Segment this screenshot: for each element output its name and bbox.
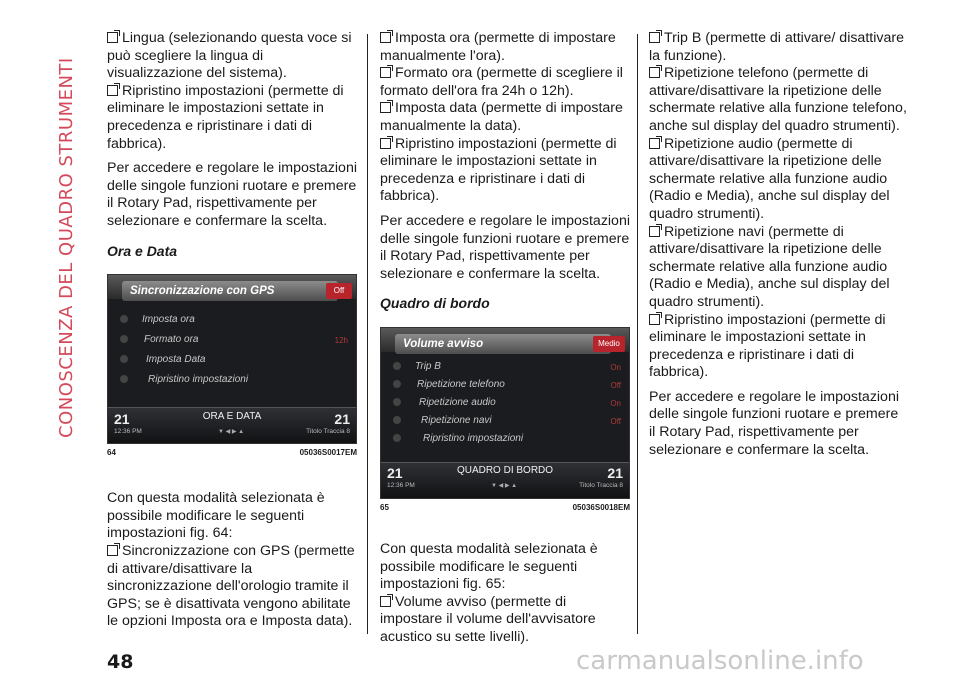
menu-icon xyxy=(393,398,401,406)
section-heading: Quadro di bordo xyxy=(380,295,490,312)
checkbox-bullet-icon xyxy=(107,545,118,556)
paragraph: Con questa modalità selezionata è possibile modificare le seguenti impostazioni fig. 64: xyxy=(107,490,325,542)
list-item: Trip B (permette di attivare/ disattivare la funzione). xyxy=(649,30,904,64)
list-item: Ripetizione audio (permette di attivare/disattivare la ripetizione delle schermate relative alla funzione audio (Radio e Media), anche sul display del quadro strumenti). xyxy=(649,135,890,222)
status-badge: Medio xyxy=(593,336,625,352)
figure-number: 65 xyxy=(380,502,389,512)
left-number: 21 xyxy=(387,465,403,482)
page-number: 48 xyxy=(107,651,134,673)
arrow-icons: ▼ ◀ ▶ ▲ xyxy=(218,428,245,435)
paragraph: Per accedere e regolare le impostazioni delle singole funzioni ruotare e premere il Rotary Pad, rispettivamente per selezionare e confermare la scelta. xyxy=(380,212,630,282)
menu-row-value: Off xyxy=(610,380,621,390)
list-item: Ripristino impostazioni (permette di eliminare le impostazioni settate in precedenza e ripristinare i dati di fabbrica). xyxy=(380,135,617,205)
column-1 xyxy=(107,30,357,631)
list-item: Formato ora (permette di scegliere il formato dell'ora fra 24h o 12h). xyxy=(380,65,623,99)
clock-readout: 12:36 PM xyxy=(387,482,415,490)
right-number: 21 xyxy=(334,410,350,427)
figure-code: 05036S0018EM xyxy=(572,502,630,512)
track-title: Titolo Traccia 8 xyxy=(579,482,623,490)
column-divider xyxy=(367,34,368,634)
menu-row: Ripetizione navi xyxy=(421,414,492,426)
watermark: carmanualsonline.info xyxy=(576,646,864,676)
clock-readout: 12:36 PM xyxy=(114,427,142,435)
menu-icon xyxy=(393,362,401,370)
menu-row: Ripristino impostazioni xyxy=(148,374,249,386)
figure-number: 64 xyxy=(107,448,116,458)
checkbox-bullet-icon xyxy=(649,138,660,149)
column-3 xyxy=(649,30,907,459)
list-item: Ripristino impostazioni (permette di eliminare le impostazioni settate in precedenza e ripristinare i dati di fabbrica). xyxy=(649,311,886,381)
status-badge: Off xyxy=(326,283,352,299)
menu-icon xyxy=(120,375,128,383)
menu-row: Ripetizione telefono xyxy=(417,378,505,390)
screen-title: QUADRO DI BORDO xyxy=(456,465,554,477)
menu-row-value: On xyxy=(610,362,621,372)
list-item: Sincronizzazione con GPS (permette di attivare/disattivare la sincronizzazione dell'orologio tramite il GPS; se è disattivata vengono abilitate le opzioni Imposta ora e Imposta data). xyxy=(107,542,355,630)
menu-icon xyxy=(120,355,128,363)
menu-icon xyxy=(120,335,128,343)
arrow-icons: ▼ ◀ ▶ ▲ xyxy=(491,483,518,490)
checkbox-bullet-icon xyxy=(380,596,391,607)
menu-icon xyxy=(393,380,401,388)
checkbox-bullet-icon xyxy=(380,138,391,149)
right-number: 21 xyxy=(607,465,623,482)
checkbox-bullet-icon xyxy=(107,32,118,43)
display-screenshot xyxy=(107,274,357,444)
checkbox-bullet-icon xyxy=(649,67,660,78)
menu-row-value: 12h xyxy=(334,336,348,346)
list-item: Volume avviso (permette di impostare il volume dell'avvisatore acustico su sette livelli). xyxy=(380,593,596,645)
screen-title: ORA E DATA xyxy=(202,410,262,422)
menu-row: Formato ora xyxy=(144,334,199,346)
selected-row-label: Volume avviso xyxy=(403,337,484,350)
checkbox-bullet-icon xyxy=(649,226,660,237)
list-item: Lingua (selezionando questa voce si può scegliere la lingua di visualizzazione del sistema). xyxy=(107,30,352,82)
figure-caption xyxy=(380,503,630,513)
selected-row-label: Sincronizzazione con GPS xyxy=(130,285,275,298)
menu-icon xyxy=(393,416,401,424)
menu-row: Ripristino impostazioni xyxy=(423,432,524,444)
menu-row-value: Off xyxy=(610,416,621,426)
menu-row: Trip B xyxy=(415,360,441,372)
menu-icon xyxy=(120,315,128,323)
checkbox-bullet-icon xyxy=(380,32,391,43)
list-item: Ripristino impostazioni (permette di eliminare le impostazioni settate in precedenza e ripristinare i dati di fabbrica). xyxy=(107,82,344,152)
checkbox-bullet-icon xyxy=(107,85,118,96)
paragraph: Con questa modalità selezionata è possibile modificare le seguenti impostazioni fig. 65: xyxy=(380,540,598,593)
track-title: Titolo Traccia 8 xyxy=(306,427,350,435)
section-heading: Ora e Data xyxy=(107,242,178,259)
section-side-title: CONOSCENZA DEL QUADRO STRUMENTI xyxy=(56,57,77,438)
figure-caption xyxy=(107,448,357,458)
display-screenshot xyxy=(380,327,630,499)
menu-icon xyxy=(393,434,401,442)
paragraph: Per accedere e regolare le impostazioni delle singole funzioni ruotare e premere il Rotary Pad, rispettivamente per selezionare e confermare la scelta. xyxy=(107,160,357,229)
column-2 xyxy=(380,30,630,646)
left-number: 21 xyxy=(114,410,130,427)
menu-row: Imposta ora xyxy=(142,314,195,326)
paragraph: Per accedere e regolare le impostazioni delle singole funzioni ruotare e premere il Rotary Pad, rispettivamente per selezionare e confermare la scelta. xyxy=(649,388,899,458)
menu-row: Ripetizione audio xyxy=(419,396,496,408)
column-divider xyxy=(637,34,638,634)
list-item: Ripetizione navi (permette di attivare/disattivare la ripetizione delle schermate relative alla funzione audio (Radio e Media), anche sul display del quadro strumenti). xyxy=(649,223,890,310)
checkbox-bullet-icon xyxy=(380,67,391,78)
menu-row-value: On xyxy=(610,398,621,408)
checkbox-bullet-icon xyxy=(649,32,660,43)
list-item: Ripetizione telefono (permette di attivare/disattivare la ripetizione delle schermate relative alla funzione telefono, anche sul display del quadro strumenti). xyxy=(649,65,907,134)
checkbox-bullet-icon xyxy=(380,102,391,113)
checkbox-bullet-icon xyxy=(649,314,660,325)
list-item: Imposta data (permette di impostare manualmente la data). xyxy=(380,100,623,134)
figure-code: 05036S0017EM xyxy=(299,448,357,458)
list-item: Imposta ora (permette di impostare manualmente l'ora). xyxy=(380,30,616,64)
menu-row: Imposta Data xyxy=(146,354,206,366)
